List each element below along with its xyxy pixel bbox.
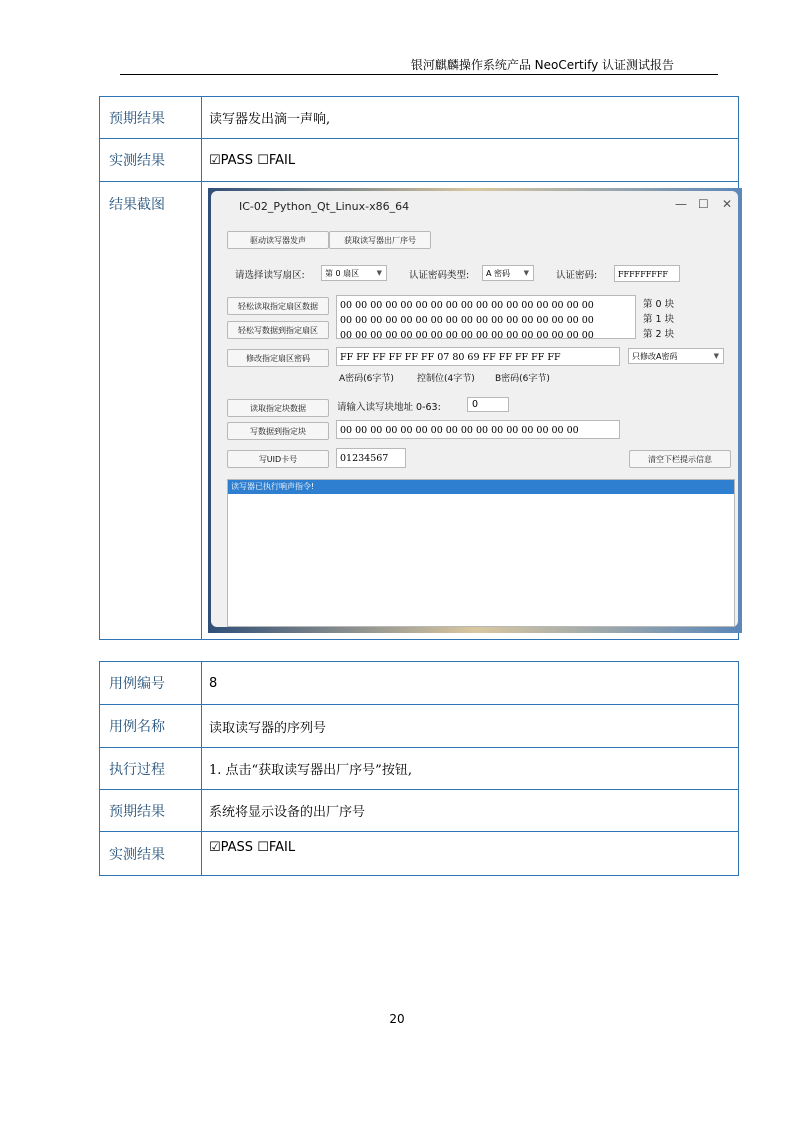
chevron-down-icon: ▼ [376,269,382,277]
case-name-label: 用例名称 [100,705,202,748]
write-block-button[interactable]: 写数据到指定块 [227,422,329,440]
block-1-label: 第 1 块 [643,314,675,325]
pwd-label: 认证密码: [556,270,598,281]
expected-value: 系统将显示设备的出厂序号 [202,790,739,832]
pwd-type-value: A 密码 [486,268,511,278]
close-icon[interactable]: ✕ [722,197,733,211]
write-uid-button[interactable]: 写UID卡号 [227,450,329,468]
sector-label: 请选择读写扇区: [235,270,305,281]
beep-button[interactable]: 驱动读写器发声 [227,231,329,249]
sector-select-value: 第 0 扇区 [325,268,360,278]
procedure-value: 1. 点击“获取读写器出厂序号”按钮, [202,748,739,790]
chevron-down-icon: ▼ [523,269,529,277]
pwd-data-input[interactable]: FF FF FF FF FF FF 07 80 69 FF FF FF FF FF [336,347,620,366]
pwd-input[interactable]: FFFFFFFFF [614,265,680,282]
maximize-icon[interactable]: ☐ [698,197,709,211]
window-title: IC-02_Python_Qt_Linux-x86_64 [239,200,410,213]
sector-data-line: 00 00 00 00 00 00 00 00 00 00 00 00 00 00 00 00 00 [340,300,594,311]
actual-label: 实测结果 [100,139,202,182]
actual-value: ☑PASS ☐FAIL [202,139,739,182]
expected-label: 预期结果 [100,97,202,139]
sector-select[interactable] [321,265,387,281]
sector-data-line: 00 00 00 00 00 00 00 00 00 00 00 00 00 00 00 00 00 [340,315,594,326]
test-result-table [99,96,739,640]
test-case-table [99,661,739,876]
log-entry: 读写器已执行响声指令! [228,480,734,494]
case-name-value: 读取读写器的序列号 [202,705,739,748]
case-id-value: 8 [202,662,739,705]
screenshot-label: 结果截图 [100,182,202,640]
block-addr-input[interactable]: 0 [467,397,509,412]
block-data-input[interactable]: 00 00 00 00 00 00 00 00 00 00 00 00 00 00 00 00 [336,420,620,439]
result-screenshot [208,188,742,633]
write-sector-button[interactable]: 轻松写数据到指定扇区 [227,321,329,339]
sector-data-line: 00 00 00 00 00 00 00 00 00 00 00 00 00 00 00 00 00 [340,330,594,341]
header-rule [120,74,718,75]
expected-value: 读写器发出滴一声响, [202,97,739,139]
pwd-type-label: 认证密码类型: [409,270,470,281]
modify-mode-value: 只修改A密码 [632,351,678,361]
pwd-hint-a: A密码(6字节) [339,374,394,384]
pwd-hint-ctrl: 控制位(4字节) [417,374,475,384]
clear-log-button[interactable]: 清空下栏提示信息 [629,450,731,468]
sector-data-textarea[interactable] [336,295,636,339]
page-header: 银河麒麟操作系统产品 NeoCertify 认证测试报告 [410,58,674,72]
read-block-button[interactable]: 读取指定块数据 [227,399,329,417]
app-window [211,191,738,627]
modify-mode-select[interactable] [628,348,724,364]
get-serial-button[interactable]: 获取读写器出厂序号 [329,231,431,249]
pwd-type-select[interactable] [482,265,534,281]
page-number: 20 [389,1012,405,1026]
expected-label: 预期结果 [100,790,202,832]
actual-label: 实测结果 [100,832,202,876]
pwd-hint-b: B密码(6字节) [495,374,550,384]
block-addr-label: 请输入读写块地址 0-63: [337,402,441,413]
actual-value: ☑PASS ☐FAIL [202,832,739,876]
chevron-down-icon: ▼ [713,352,719,360]
procedure-label: 执行过程 [100,748,202,790]
uid-input[interactable]: 01234567 [336,448,406,468]
screenshot-cell [202,182,739,640]
minimize-icon[interactable]: — [675,197,687,211]
block-2-label: 第 2 块 [643,329,675,340]
block-0-label: 第 0 块 [643,299,675,310]
case-id-label: 用例编号 [100,662,202,705]
log-panel[interactable] [227,479,735,627]
read-sector-button[interactable]: 轻松读取指定扇区数据 [227,297,329,315]
modify-pwd-button[interactable]: 修改指定扇区密码 [227,349,329,367]
